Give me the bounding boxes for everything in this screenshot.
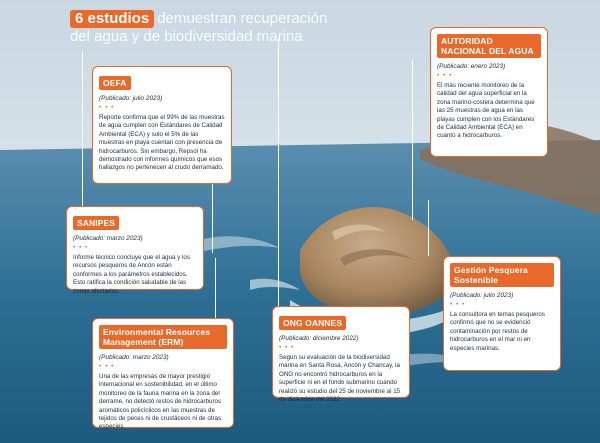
card-erm	[92, 318, 234, 431]
card-autoridad-nacional-del-agua	[430, 27, 548, 157]
card-date: (Publicado: enero 2023)	[437, 63, 506, 70]
card-title: SANIPES	[73, 216, 119, 230]
card-body: La consultora en temas pesqueros confirmó que no se evidenció contaminación por restos de hidrocarburos en el mar ni en especies marinas.	[450, 311, 545, 352]
card-body: Una de las empresas de mayor prestigio internacional en sostenibilidad, en el último monitoreo de la fauna marina en la zona del derrame, no detectó restos de hidrocarburos aromáticos policíclicos en las muestras de tejidos de peces ni de crustáceos ni de otras especies.	[99, 373, 222, 431]
card-date: (Publicado: diciembre 2022)	[279, 335, 359, 342]
card-date: (Publicado: julio 2023)	[99, 95, 163, 102]
card-gestion-pesquera-sostenible	[443, 256, 561, 371]
card-dots: • • •	[437, 72, 453, 79]
connector-line-autoridad	[412, 60, 413, 220]
card-oefa	[92, 66, 232, 184]
card-sanipes	[66, 206, 204, 295]
connector-line-sanipes	[82, 52, 83, 206]
headline-line-2: del agua y de biodiversidad marina	[70, 28, 303, 45]
card-title: Environmental Resources Management (ERM)	[99, 325, 227, 349]
card-dots: • • •	[279, 344, 295, 351]
headline	[70, 10, 400, 46]
card-dots: • • •	[99, 104, 115, 111]
card-date: (Publicado: marzo 2023)	[73, 235, 143, 242]
connector-line-erm	[215, 258, 216, 318]
card-body: Informe técnico concluye que el agua y los recursos pesqueros de Ancón están conformes a los parámetros establecidos. Esto ratifica la condición saludable de las zonas afectadas.	[73, 254, 190, 295]
card-date: (Publicado: julio 2023)	[450, 292, 514, 299]
card-title: OEFA	[99, 76, 131, 90]
card-body: Reporte confirma que el 99% de las muestras de agua cumplen con Estándares de Calidad Ambiental (ECA) y solo el 5% de las muestras en playa cuentan con presencia de hidrocarburos. Sin embargo, Repsol ha demostrado con informes químicos que esos hallazgos no pertenecen al crudo derramado.	[99, 114, 225, 172]
card-body: Según su evaluación de la biodiversidad marina en Santa Rosa, Ancón y Chancay, la ONG no encontró hidrocarburos en la superficie ni en el fondo submarino cuando realizó su estudio del 25 de noviembre al 15 de diciembre del 2022.	[279, 354, 401, 404]
connector-line-gestion	[428, 200, 429, 256]
connector-line-oefa	[212, 183, 213, 253]
card-date: (Publicado: marzo 2023)	[99, 354, 169, 361]
card-dots: • • •	[450, 301, 466, 308]
card-title: ONG OANNES	[279, 316, 346, 330]
card-dots: • • •	[73, 244, 89, 251]
card-dots: • • •	[99, 363, 115, 370]
connector-line-ong	[278, 38, 279, 306]
card-body: El más reciente monitoreo de la calidad del agua superficial en la zona marino-costera determina que las 25 muestras de agua en las playas cumplen con los Estándares de Calidad Ambiental (ECA) en cuanto a hidrocarburos.	[437, 82, 535, 140]
card-title: AUTORIDAD NACIONAL DEL AGUA	[437, 34, 541, 58]
card-title: Gestión Pesquera Sostenible	[450, 263, 554, 287]
headline-line-1: demuestran recuperación	[157, 10, 328, 27]
headline-badge: 6 estudios	[70, 10, 154, 28]
card-ong-oannes	[272, 306, 410, 404]
